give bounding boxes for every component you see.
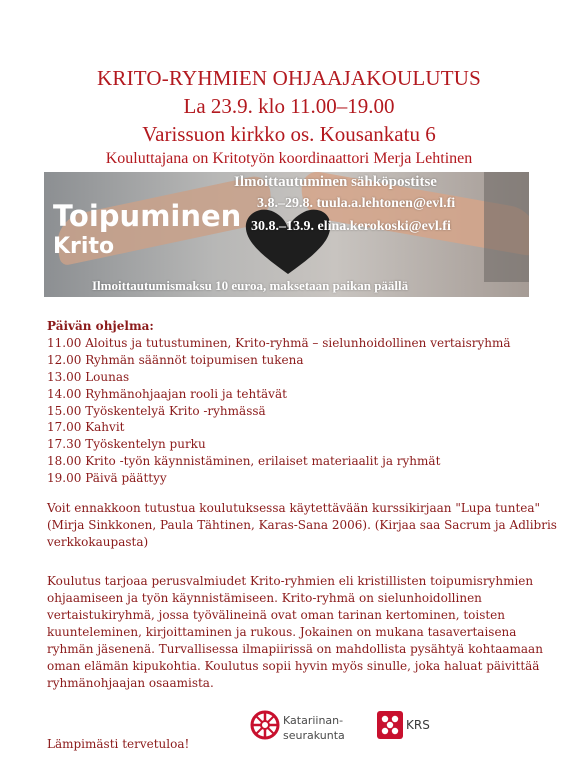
- program-item: [47, 436, 511, 453]
- program-text: Ryhmän säännöt toipumisen tukena: [85, 352, 304, 367]
- program-text: Työskentelyä Krito -ryhmässä: [85, 403, 266, 418]
- krs-logo-text: KRS: [406, 718, 430, 732]
- krs-logo: [376, 710, 436, 740]
- paragraph-line: kuunteleminen, kirjoittaminen ja rukous. Jokainen on mukana tasavertaisena: [47, 625, 517, 639]
- program-time: 17.30: [47, 437, 82, 452]
- katariina-wheel-icon: [250, 710, 280, 740]
- course-book-paragraph: [47, 500, 557, 551]
- program-time: 18.00: [47, 454, 82, 469]
- program-item: [47, 453, 511, 470]
- program-time: 12.00: [47, 352, 82, 367]
- paragraph-line: Koulutus tarjoaa perusvalmiudet Krito-ryhmien eli kristillisten toipumisryhmien: [47, 574, 534, 588]
- paragraph-line: vertaistukiryhmä, jossa työvälineinä ovat oman tarinan kertominen, toisten: [47, 608, 506, 622]
- program-item: [47, 419, 511, 436]
- welcome-text: Lämpimästi tervetuloa!: [47, 737, 190, 751]
- program-text: Kahvit: [85, 420, 125, 435]
- program-item: [47, 470, 511, 487]
- page-title: KRITO-RYHMIEN OHJAAJAKOULUTUS: [97, 66, 481, 90]
- program-item: [47, 352, 511, 369]
- katariina-logo-text-1: Katariinan-: [283, 714, 344, 727]
- paragraph-line: verkkokaupasta): [47, 535, 149, 549]
- banner-title-line1: Toipuminen: [53, 199, 242, 233]
- banner-image: [44, 172, 529, 297]
- katariina-logo-text-2: seurakunta: [283, 729, 345, 742]
- katariinan-seurakunta-logo: [250, 708, 370, 748]
- event-location: Varissuon kirkko os. Kousankatu 6: [142, 122, 436, 146]
- paragraph-line: oman elämän kipukohtia. Koulutus sopii hyvin myös sinulle, joka haluat päivittää: [47, 659, 540, 673]
- banner-title-line2: Krito: [53, 234, 115, 259]
- program-time: 14.00: [47, 386, 82, 401]
- program-item: [47, 403, 511, 420]
- course-description-paragraph: [47, 573, 543, 692]
- program-title: Päivän ohjelma:: [47, 319, 154, 333]
- program-time: 11.00: [47, 335, 82, 350]
- program-text: Ryhmänohjaajan rooli ja tehtävät: [85, 386, 287, 401]
- registration-contact-1: 3.8.–29.8. tuula.a.lehtonen@evl.fi: [257, 196, 456, 211]
- program-item: [47, 369, 511, 386]
- paragraph-line: ohjaamiseen ja työn käynnistämiseen. Krito-ryhmä on sielunhoidollinen: [47, 591, 482, 605]
- program-text: Krito -työn käynnistäminen, erilaiset materiaalit ja ryhmät: [85, 454, 441, 469]
- program-time: 15.00: [47, 403, 82, 418]
- program-time: 13.00: [47, 369, 82, 384]
- krs-grapes-icon: [376, 710, 404, 740]
- program-text: Työskentelyn purku: [85, 437, 206, 452]
- heart-icon: [240, 206, 336, 276]
- registration-fee: Ilmoittautumismaksu 10 euroa, maksetaan paikan päällä: [92, 278, 409, 293]
- event-datetime: La 23.9. klo 11.00–19.00: [183, 94, 395, 118]
- program-list: [47, 318, 511, 487]
- program-text: Lounas: [85, 369, 130, 384]
- event-trainer: Kouluttajana on Kritotyön koordinaattori Merja Lehtinen: [105, 150, 473, 167]
- paragraph-line: (Mirja Sinkkonen, Paula Tähtinen, Karas-Sana 2006). (Kirjaa saa Sacrum ja Adlibris: [47, 518, 557, 532]
- program-text: Aloitus ja tutustuminen, Krito-ryhmä – sielunhoidollinen vertaisryhmä: [85, 335, 511, 350]
- program-time: 17.00: [47, 420, 82, 435]
- program-time: 19.00: [47, 471, 82, 486]
- program-item: [47, 335, 511, 352]
- paragraph-line: ryhmän jäsenenä. Turvallisessa ilmapiirissä on mahdollista pysähtyä kohtaamaan: [47, 642, 543, 656]
- registration-contact-2: 30.8.–13.9. elina.kerokoski@evl.fi: [251, 219, 451, 234]
- paragraph-line: Voit ennakkoon tutustua koulutuksessa käytettävään kurssikirjaan "Lupa tuntea": [47, 501, 541, 515]
- paragraph-line: ryhmänohjaajan osaamista.: [47, 676, 214, 690]
- program-item: [47, 386, 511, 403]
- sleeve-shape: [484, 172, 529, 282]
- program-text: Päivä päättyy: [85, 471, 167, 486]
- registration-title: Ilmoittautuminen sähköpostitse: [234, 174, 437, 190]
